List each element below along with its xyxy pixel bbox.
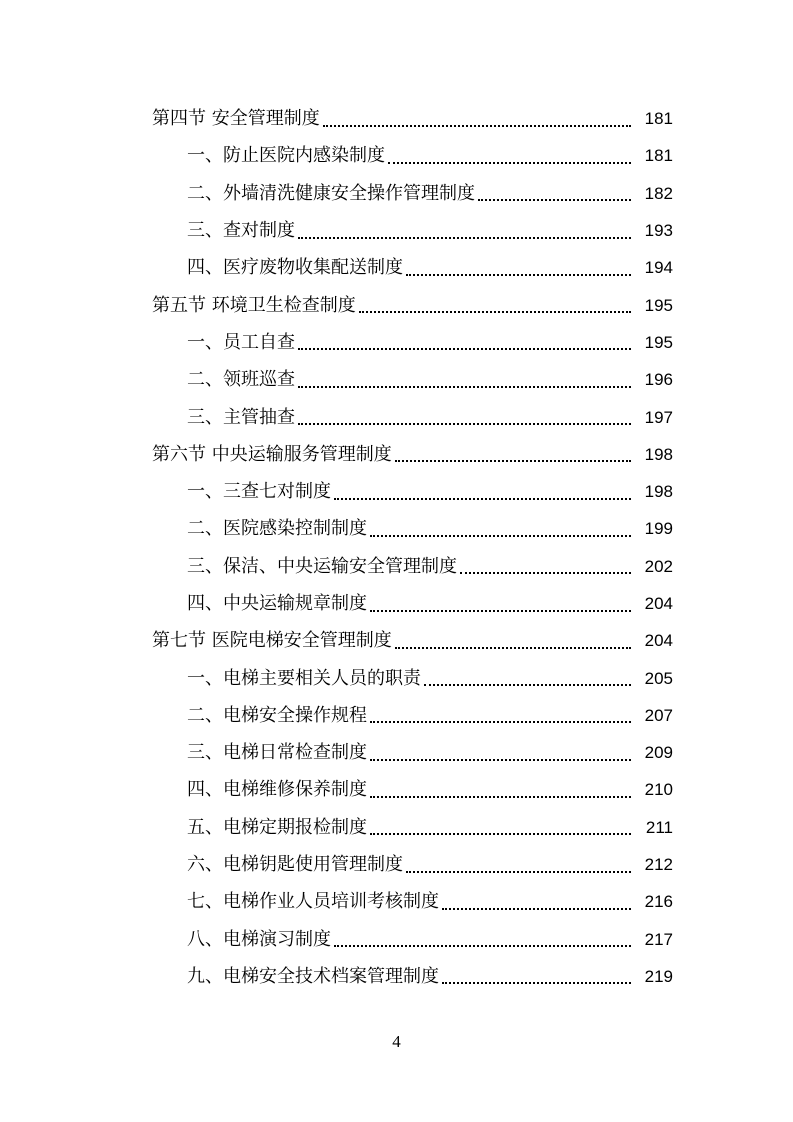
toc-entry-title: 二、领班巡查 <box>187 369 295 391</box>
toc-dot-leader <box>370 796 631 798</box>
toc-entry[interactable] <box>0 175 793 212</box>
toc-dot-leader <box>370 721 631 723</box>
toc-dot-leader <box>298 386 631 388</box>
toc-entry-page: 209 <box>644 743 673 763</box>
toc-entry-title: 三、电梯日常检查制度 <box>187 742 367 764</box>
toc-entry-title: 三、保洁、中央运输安全管理制度 <box>187 555 457 577</box>
toc-entry-page: 193 <box>644 221 673 241</box>
toc-entry-title: 一、员工自查 <box>187 331 295 353</box>
toc-entry-page: 219 <box>644 966 673 986</box>
toc-entry[interactable] <box>0 100 793 137</box>
toc-entry-title: 二、外墙清洗健康安全操作管理制度 <box>187 182 475 204</box>
toc-dot-leader <box>424 684 631 686</box>
toc-entry[interactable] <box>0 436 793 473</box>
toc-entry-page: 199 <box>644 519 673 539</box>
toc-dot-leader <box>334 498 631 500</box>
table-of-contents <box>0 100 793 995</box>
toc-entry[interactable] <box>0 137 793 174</box>
toc-entry-title: 二、电梯安全操作规程 <box>187 704 367 726</box>
toc-entry-title: 第四节 安全管理制度 <box>152 108 320 130</box>
toc-entry-title: 八、电梯演习制度 <box>187 928 331 950</box>
toc-entry[interactable] <box>0 846 793 883</box>
toc-entry-page: 197 <box>644 407 673 427</box>
toc-entry[interactable] <box>0 212 793 249</box>
toc-dot-leader <box>388 162 631 164</box>
toc-entry[interactable] <box>0 510 793 547</box>
toc-dot-leader <box>298 423 631 425</box>
toc-entry-title: 三、主管抽查 <box>187 406 295 428</box>
toc-entry-title: 二、医院感染控制制度 <box>187 518 367 540</box>
toc-entry-title: 三、查对制度 <box>187 220 295 242</box>
toc-dot-leader <box>442 982 631 984</box>
toc-entry-title: 七、电梯作业人员培训考核制度 <box>187 891 439 913</box>
toc-entry-title: 一、三查七对制度 <box>187 481 331 503</box>
toc-dot-leader <box>442 908 631 910</box>
toc-dot-leader <box>395 460 631 462</box>
toc-entry-page: 210 <box>644 780 673 800</box>
toc-entry-page: 216 <box>644 892 673 912</box>
toc-entry-title: 四、中央运输规章制度 <box>187 593 367 614</box>
toc-dot-leader <box>478 199 631 201</box>
toc-dot-leader <box>460 572 631 574</box>
toc-entry[interactable] <box>0 473 793 510</box>
page-number: 4 <box>392 1032 401 1051</box>
toc-entry-title: 六、电梯钥匙使用管理制度 <box>187 854 403 876</box>
toc-dot-leader <box>298 348 631 350</box>
toc-entry-page: 204 <box>644 631 673 651</box>
toc-entry-page: 204 <box>644 594 673 613</box>
toc-entry-title: 五、电梯定期报检制度 <box>187 816 367 838</box>
toc-entry-page: 195 <box>644 332 673 352</box>
toc-entry-page: 198 <box>644 482 673 502</box>
toc-dot-leader <box>323 125 631 127</box>
toc-entry-title: 一、防止医院内感染制度 <box>187 145 385 167</box>
toc-entry-page: 205 <box>644 668 673 688</box>
toc-entry[interactable] <box>0 809 793 846</box>
toc-entry[interactable] <box>0 622 793 659</box>
toc-entry-page: 217 <box>644 929 673 949</box>
toc-entry-page: 202 <box>644 556 673 576</box>
toc-dot-leader <box>406 871 631 873</box>
toc-dot-leader <box>370 833 631 835</box>
toc-dot-leader <box>370 759 631 761</box>
toc-entry[interactable] <box>0 398 793 435</box>
toc-entry-title: 九、电梯安全技术档案管理制度 <box>187 965 439 987</box>
toc-entry-page: 181 <box>644 109 673 129</box>
toc-entry-title: 四、电梯维修保养制度 <box>187 779 367 801</box>
toc-dot-leader <box>395 647 631 649</box>
toc-entry[interactable] <box>0 883 793 920</box>
toc-entry[interactable] <box>0 361 793 398</box>
toc-entry[interactable] <box>0 324 793 361</box>
toc-entry[interactable] <box>0 659 793 696</box>
toc-entry-title: 四、医疗废物收集配送制度 <box>187 257 403 279</box>
toc-entry[interactable] <box>0 771 793 808</box>
toc-dot-leader <box>298 237 631 239</box>
toc-entry[interactable] <box>0 921 793 958</box>
toc-entry[interactable] <box>0 286 793 323</box>
toc-entry-page: 194 <box>644 258 673 278</box>
toc-entry-page: 207 <box>644 705 673 725</box>
toc-dot-leader <box>406 274 631 276</box>
toc-entry-title: 第七节 医院电梯安全管理制度 <box>152 630 392 652</box>
toc-entry-page: 212 <box>644 855 673 875</box>
toc-entry[interactable] <box>0 734 793 771</box>
toc-entry-page: 198 <box>644 444 673 464</box>
toc-entry-title: 一、电梯主要相关人员的职责 <box>187 667 421 689</box>
toc-entry-page: 182 <box>644 183 673 203</box>
toc-entry-page: 211 <box>645 817 673 837</box>
toc-dot-leader <box>359 311 631 313</box>
toc-entry-page: 196 <box>644 370 673 390</box>
toc-dot-leader <box>370 535 631 537</box>
toc-entry[interactable] <box>0 958 793 995</box>
toc-entry-title: 第五节 环境卫生检查制度 <box>152 294 356 316</box>
toc-dot-leader <box>370 610 631 612</box>
toc-entry[interactable] <box>0 585 793 622</box>
toc-entry-title: 第六节 中央运输服务管理制度 <box>152 443 392 465</box>
toc-entry[interactable] <box>0 548 793 585</box>
toc-entry[interactable] <box>0 249 793 286</box>
toc-entry-page: 195 <box>644 295 673 315</box>
toc-entry[interactable] <box>0 697 793 734</box>
toc-entry-page: 181 <box>644 146 673 166</box>
toc-dot-leader <box>334 945 631 947</box>
